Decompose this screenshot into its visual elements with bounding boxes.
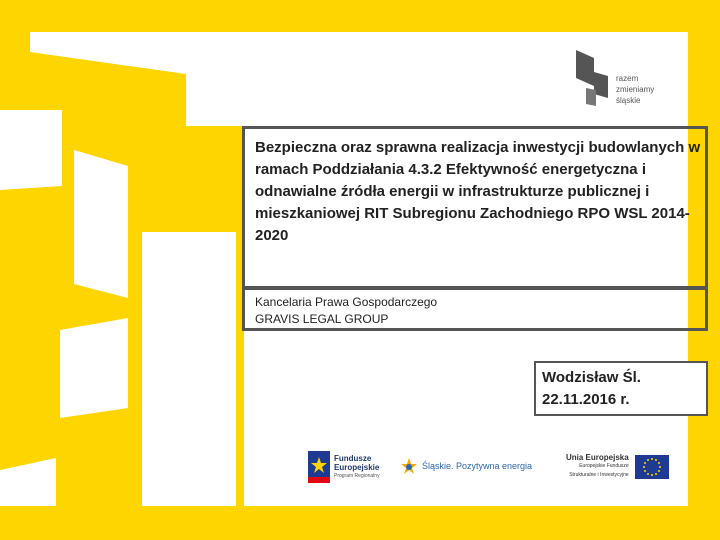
funds-line2: Europejskie [334, 462, 380, 472]
funds-star-icon [308, 451, 330, 483]
date-text [542, 367, 641, 411]
white-shape-left-low [142, 232, 236, 506]
eu-flag-icon [635, 455, 669, 479]
organization-line1: Kancelaria Prawa Gospodarczego [255, 295, 438, 309]
unia-europejska-logo [566, 453, 669, 480]
white-shape-left-bottom [60, 318, 128, 418]
organization-text [255, 294, 437, 328]
region-mark-icon [574, 48, 614, 108]
date-box [534, 361, 708, 416]
eu-line2: Europejskie Fundusze [579, 463, 629, 469]
white-shape-left-bl [0, 458, 56, 506]
funds-line3: Program Regionalny [334, 472, 380, 479]
organization-line2: GRAVIS LEGAL GROUP [255, 312, 389, 326]
slaskie-logo [400, 457, 532, 475]
razem-zmieniamy-logo [562, 36, 688, 120]
white-shape-left-top [0, 110, 62, 190]
slaskie-sun-icon [400, 457, 418, 475]
eu-line1: Unia Europejska [566, 453, 629, 462]
title-box [242, 126, 708, 289]
date-place: Wodzisław Śl. [542, 369, 641, 386]
fundusze-europejskie-logo [308, 451, 380, 483]
slaskie-label: Śląskie. Pozytywna energia [422, 461, 533, 471]
logo-text-line2: zmieniamy [616, 85, 655, 94]
logo-text-line1: razem [616, 74, 639, 83]
date-value: 22.11.2016 r. [542, 391, 630, 408]
logo-text-line3: śląskie [616, 96, 641, 105]
eu-line3: Strukturalne i Inwestycyjne [569, 472, 629, 478]
funds-line1: Fundusze [334, 453, 372, 463]
white-shape-left-mid [74, 150, 128, 298]
footer-logos [290, 437, 690, 502]
white-shape-footer [236, 506, 720, 540]
slide-title: Bezpieczna oraz sprawna realizacja inwestycji budowlanych w ramach Poddziałania 4.3.2 Efektywność energetyczna i odnawialne źródła energii w infrastrukturze publicznej i mieszkaniowej RIT Subregionu Zachodniego RPO WSL 2014-2020 [255, 139, 701, 244]
organization-box [242, 287, 708, 331]
